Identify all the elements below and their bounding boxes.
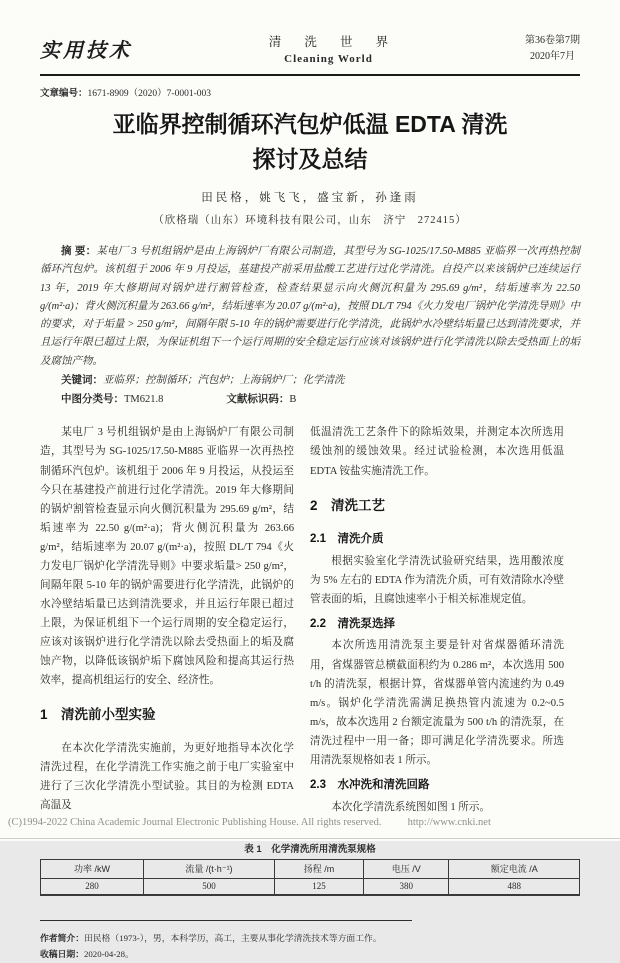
body-columns xyxy=(40,423,580,816)
table-header-cell: 额定电流 /A xyxy=(449,859,580,878)
keywords-line xyxy=(40,371,580,390)
abstract-text: 某电厂 3 号机组锅炉是由上海锅炉厂有限公司制造，其型号为 SG-1025/17.50-M885 亚临界一次再热控制循环汽包炉。该机组于 2006 年 9 月投运，基建投产前采用盐酸工艺进行过化学清洗。自投产以来该锅炉已连续运行 13 年，2019 年大修期间对锅炉进行割管检查，检查结果显示向火侧沉积量为 295.69 g/m²，结垢速率为 22.50 g/(m²·a)；背火侧沉积量为 263.66 g/m²，结垢速率为 20.07 g/(m²·a)，按照 DL/T 794《火力发电厂锅炉化学清洗导则》中的要求，对于垢量 > 250 g/m²，间隔年限 5-10 年的锅炉需要进行化学清洗，此锅炉水冷壁结垢量已达到清洗要求，并且运行年限已超过上限，为保证机组下一个运行周期的安全稳定运行应该对该锅炉进行化学清洗以除去受热面上的垢及腐蚀产物。 xyxy=(40,246,580,367)
doc-code-label: 文献标识码： xyxy=(226,393,290,406)
doc-code-item xyxy=(205,390,296,409)
journal-masthead xyxy=(40,32,580,76)
author-bio-line xyxy=(40,930,580,947)
body-paragraph: 本次化学清洗系统图如图 1 所示。 xyxy=(331,801,491,813)
table-cell: 500 xyxy=(143,878,274,895)
authors-line: 田民格，姚飞飞，盛宝新，孙逢雨 xyxy=(201,192,419,204)
table-header-row xyxy=(41,859,580,878)
body-paragraph: 某电厂 3 号机组锅炉是由上海锅炉厂有限公司制造，其型号为 SG-1025/17.50-M885 亚临界一次再热控制循环汽包炉。该机组于 2006 年 9 月投运，从投运至今只在基建投产前进行过化学清洗。2019 年大修期间的锅炉割管检查显示向火侧沉积量为 295.69 g/m²，结垢速率为 22.50 g/(m²·a)；背火侧沉积量为 263.66 g/m²，结垢速率为 20.07 g/(m²·a)，按照 DL/T 794《火力发电厂锅炉化学清洗导则》中要求垢量> 250 g/m²，间隔年限 5-10 年的锅炉需要进行化学清洗，此锅炉的水冷壁结垢量已达到清洗要求，并且运行年限已超过上限，为保证机组下一个运行周期的安全稳定运行，应该对该锅炉进行化学清洗以除去受热面上的垢及腐蚀产物，以降低该锅炉垢下腐蚀风险和提高其运行热效率，提高机组运行的安全、经济性。 xyxy=(40,427,294,687)
paper-title-line2: 探讨及总结 xyxy=(252,145,368,172)
right-column xyxy=(310,423,564,816)
classification-line xyxy=(40,390,580,409)
paper-title-line1: 亚临界控制循环汽包炉低温 EDTA 清洗 xyxy=(112,111,508,137)
footnotes-block xyxy=(40,920,580,963)
paper-title xyxy=(40,107,580,176)
author-bio-text: 田民格（1973-），男，本科学历，高工，主要从事化学清洗技术等方面工作。 xyxy=(84,932,382,943)
left-column xyxy=(40,423,294,816)
journal-title-en: Cleaning World xyxy=(284,53,373,65)
table-cell: 380 xyxy=(364,878,449,895)
cnki-copyright-line xyxy=(8,817,612,828)
section-heading-1: 1 清洗前小型实验 xyxy=(40,707,156,723)
received-date-value: 2020-04-28。 xyxy=(84,949,134,960)
received-date-label: 收稿日期： xyxy=(40,949,84,960)
body-paragraph: 根据实验室化学清洗试验研究结果，选用酸浓度为 5% 左右的 EDTA 作为清洗介质，可有效清除水冷壁管表面的垢，且腐蚀速率小于相关标准规定值。 xyxy=(310,555,564,605)
issue-info xyxy=(525,33,580,65)
article-number-label: 文章编号： xyxy=(40,88,88,99)
journal-title-block xyxy=(259,32,398,65)
table-header-cell: 功率 /kW xyxy=(41,859,144,878)
clc-item xyxy=(40,390,163,409)
header-rule xyxy=(40,74,580,76)
article-number: 1671-8909（2020）7-0001-003 xyxy=(87,89,212,99)
copyright-text: (C)1994-2022 China Academic Journal Electronic Publishing House. All rights reserved. xyxy=(8,817,382,828)
body-paragraph: 低温清洗工艺条件下的除垢效果，并测定本次所选用缓蚀剂的缓蚀效果。经过试验检测，本次选用低温 EDTA 铵盐实施清洗工作。 xyxy=(310,427,564,477)
body-paragraph: 在本次化学清洗实施前，为更好地指导本次化学清洗过程，在化学清洗工作实施之前于电厂实验室中进行了三次化学清洗小型试验。其目的为检测 EDTA 高温及 xyxy=(40,742,294,811)
author-bio-label: 作者简介： xyxy=(40,932,84,943)
footnote-rule xyxy=(40,920,412,921)
cnki-url: http://www.cnki.net xyxy=(407,817,491,828)
doc-code-value: B xyxy=(289,394,297,406)
abstract-paragraph xyxy=(40,242,580,371)
body-paragraph: 本次所选用清洗泵主要是针对省煤器循环清洗用，省煤器管总横截面积约为 0.286 m²，本次选用 500 t/h 的清洗泵，根据计算，省煤器单管内流速约为 0.49 m/s。锅炉化学清洗需满足换热管内流速为 0.2~0.5 m/s，故本次选用 2 台额定流量为 500 t/h 的清洗泵，在清洗过程中一用一备；即可满足化学清洗要求。所选用清洗泵规格如表 1 所示。 xyxy=(310,640,564,766)
abstract-label: 摘 要： xyxy=(61,245,97,257)
table-cell: 280 xyxy=(41,878,144,895)
table-row xyxy=(41,878,580,895)
table-header-cell: 流量 /(t·h⁻¹) xyxy=(143,859,274,878)
clc-value: TM621.8 xyxy=(124,394,164,406)
pump-spec-table xyxy=(40,859,580,896)
section-heading-2: 2 清洗工艺 xyxy=(310,497,386,513)
table-cell: 125 xyxy=(275,878,364,895)
received-date-line xyxy=(40,946,580,963)
abstract-block xyxy=(40,242,580,409)
clc-label: 中图分类号： xyxy=(61,393,124,406)
table-header-cell: 电压 /V xyxy=(364,859,449,878)
table1-area xyxy=(40,841,580,896)
subsection-heading-2-1: 2.1 清洗介质 xyxy=(310,532,384,545)
keywords-text: 亚临界；控制循环；汽包炉；上海锅炉厂；化学清洗 xyxy=(103,374,345,386)
journal-title-cn: 清 洗 世 界 xyxy=(268,35,399,49)
table-header-cell: 扬程 /m xyxy=(275,859,364,878)
subsection-heading-2-2: 2.2 清洗泵选择 xyxy=(310,617,395,630)
issue-date: 2020年7月 xyxy=(529,50,575,62)
article-number-line xyxy=(40,85,580,99)
table1-caption: 表 1 化学清洗所用清洗泵规格 xyxy=(244,843,376,855)
issue-volume: 第36卷第7期 xyxy=(524,34,580,46)
page-bottom-edge xyxy=(0,838,620,839)
keywords-label: 关键词： xyxy=(61,373,103,386)
affiliation-line: （欣格瑞（山东）环境科技有限公司，山东 济宁 272415） xyxy=(153,215,467,226)
journal-section-logo: 实用技术 xyxy=(40,40,132,62)
table-cell: 488 xyxy=(449,878,580,895)
subsection-heading-2-3: 2.3 水冲洗和清洗回路 xyxy=(310,778,430,791)
